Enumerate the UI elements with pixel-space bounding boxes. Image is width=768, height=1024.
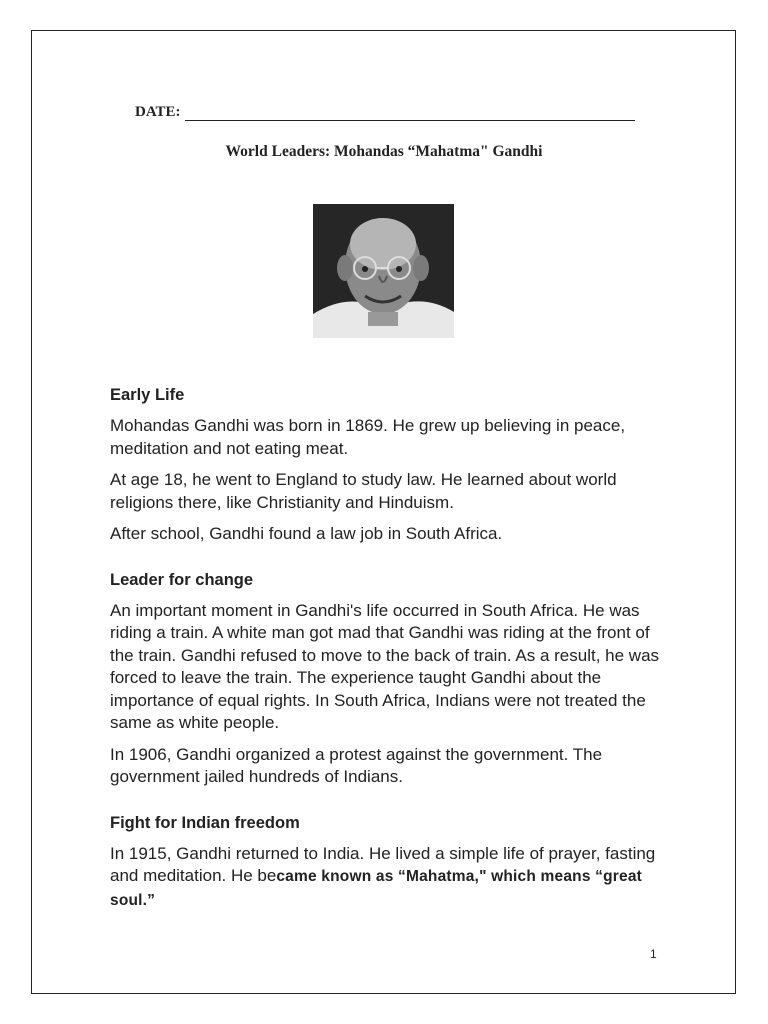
paragraph: After school, Gandhi found a law job in South Africa. [110, 524, 503, 543]
section-gap [110, 798, 670, 812]
date-field [135, 104, 635, 121]
section-heading-fight-for-indian-freedom: Fight for Indian freedom [110, 813, 300, 832]
section-gap [110, 555, 670, 569]
date-blank-line [185, 106, 635, 121]
portrait-photo [313, 204, 454, 338]
page-number: 1 [650, 947, 657, 961]
section-heading-leader-for-change: Leader for change [110, 570, 254, 589]
paragraph-plain-text: In 1915, Gandhi returned to India. He lived a simple life of prayer, fasting and meditation. He be [110, 843, 656, 885]
paragraph: In 1906, Gandhi organized a protest against the government. The government jailed hundreds of Indians. [110, 744, 603, 786]
paragraph: Mohandas Gandhi was born in 1869. He grew up believing in peace, meditation and not eating meat. [110, 416, 626, 458]
paragraph-bold-text: came known as “Mahatma," which means “great soul.” [110, 868, 643, 909]
date-label: DATE: [135, 104, 181, 120]
paragraph [110, 843, 670, 913]
paragraph: At age 18, he went to England to study law. He learned about world religions there, like Christianity and Hinduism. [110, 470, 617, 512]
article-body [110, 384, 670, 921]
paragraph: An important moment in Gandhi's life occurred in South Africa. He was riding a train. A white man got mad that Gandhi was riding at the front of the train. Gandhi refused to move to the back of train. As a result, he was forced to leave the train. The experience taught Gandhi about the importance of equal rights. In South Africa, Indians were not treated the same as white people. [110, 600, 660, 732]
portrait-illustration [313, 204, 454, 338]
section-heading-early-life: Early Life [110, 386, 185, 404]
document-title: World Leaders: Mohandas “Mahatma" Gandhi [225, 143, 543, 160]
